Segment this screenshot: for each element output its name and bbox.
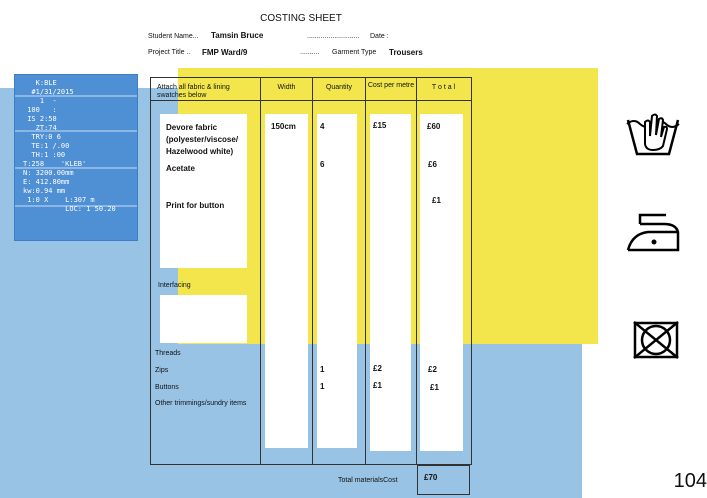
photo-text-line: 100 : [23, 106, 57, 114]
do-not-tumble-dry-icon [632, 320, 680, 360]
fabric-line: Devore fabric [166, 123, 218, 132]
garment-value: Trousers [389, 48, 423, 57]
acetate-label: Acetate [166, 164, 195, 173]
photo-text-line: 1:0 X L:307 m [23, 196, 95, 204]
divider [260, 78, 261, 464]
fabric-swatch-photo [14, 74, 138, 241]
fabric-line: Hazelwood white) [166, 147, 234, 156]
photo-text-line: T:258 'KLEB' [23, 160, 87, 168]
divider [365, 78, 366, 464]
date-dots: ........................... [307, 33, 360, 40]
total-materials-box [417, 465, 470, 495]
header-quantity: Quantity [325, 84, 353, 91]
photo-text-line: IS 2:58 [23, 115, 57, 123]
project-value: FMP Ward/9 [202, 48, 248, 57]
fabric-cost: £15 [373, 121, 387, 130]
photo-text-line: 1 - [23, 97, 57, 105]
buttons-label: Buttons [155, 384, 179, 391]
zips-label: Zips [155, 367, 169, 374]
photo-text-line: TH:1 :00 [23, 151, 66, 159]
swatch-box-interfacing [160, 295, 247, 343]
photo-text-line: LOC: 1 50.20 [23, 205, 116, 213]
zips-quantity: 1 [320, 365, 325, 374]
photo-text-line: K:BLE [23, 79, 66, 87]
other-trimmings-label: Other trimmings/sundry items [155, 400, 247, 407]
garment-label: Garment Type [332, 49, 377, 56]
hand-wash-icon [625, 110, 681, 160]
fabric-description [166, 122, 238, 158]
costing-table [150, 77, 472, 465]
acetate-total: £6 [428, 160, 437, 169]
fabric-line: (polyester/viscose/ [166, 135, 239, 144]
student-value: Tamsin Bruce [211, 31, 264, 40]
threads-label: Threads [155, 350, 181, 357]
divider [416, 78, 417, 464]
buttons-total: £1 [430, 383, 439, 392]
fabric-width: 150cm [271, 122, 296, 131]
date-label: Date : [370, 33, 389, 40]
header-swatches: Attach all fabric & lining swatches below [157, 84, 230, 99]
total-materials-value: £70 [424, 473, 438, 482]
fabric-quantity: 4 [320, 122, 325, 131]
zips-cost: £2 [373, 364, 382, 373]
header-cost-per-metre: Cost per metre [367, 82, 415, 89]
buttons-quantity: 1 [320, 382, 325, 391]
student-label: Student Name... [148, 33, 199, 40]
photo-text-line: E: 412.80mm [23, 178, 70, 186]
photo-text-line: kw:0.94 mm [23, 187, 66, 195]
acetate-quantity: 6 [320, 160, 325, 169]
page-number: 104 [673, 470, 707, 492]
header-divider [151, 100, 471, 101]
project-label: Project Title .. [148, 49, 191, 56]
iron-low-icon [626, 212, 680, 254]
page-title: COSTING SHEET [260, 13, 342, 24]
fabric-total: £60 [427, 122, 441, 131]
interfacing-label: Interfacing [158, 282, 191, 289]
divider [312, 78, 313, 464]
photo-text-line: TE:1 /.00 [23, 142, 70, 150]
cost-column-box [370, 114, 411, 451]
zips-total: £2 [428, 365, 437, 374]
garment-dots: .......... [300, 49, 320, 56]
header-total: T o t a l [431, 84, 456, 91]
photo-text-line: #1/31/2015 [23, 88, 74, 96]
photo-text-line: TRY:0 6 [23, 133, 61, 141]
print-button-label: Print for button [166, 201, 225, 210]
total-column-box [420, 114, 463, 451]
print-total: £1 [432, 196, 441, 205]
total-materials-label: Total materialsCost [338, 477, 398, 484]
photo-text-line: ZT:74 [23, 124, 57, 132]
buttons-cost: £1 [373, 381, 382, 390]
photo-text-block [23, 79, 116, 214]
header-width: Width [277, 84, 296, 91]
photo-text-line: N: 3200.00mm [23, 169, 74, 177]
width-column-box [265, 114, 308, 448]
